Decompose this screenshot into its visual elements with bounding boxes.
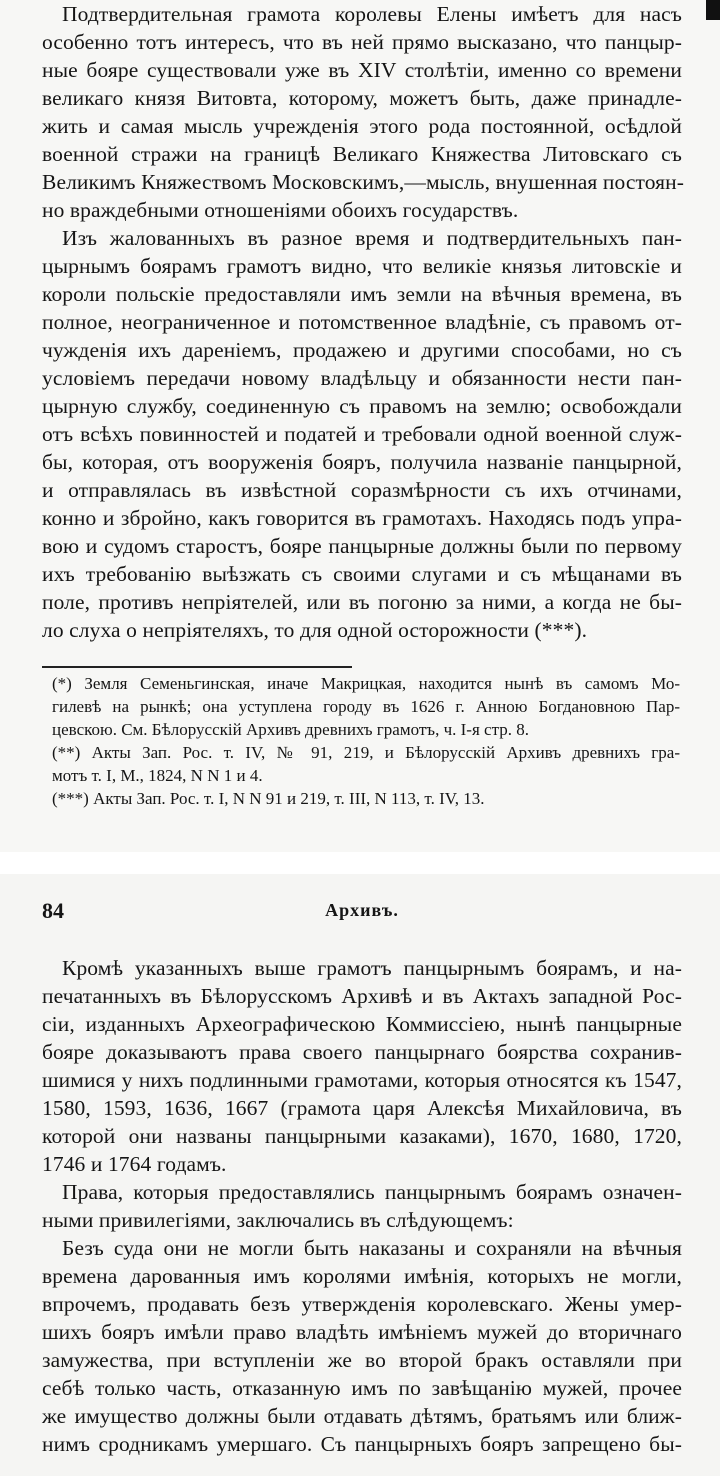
text-line: сіи, изданныхъ Археографическою Коммиссіею, нынѣ панцырные <box>42 1012 682 1036</box>
page-gap <box>0 852 720 874</box>
scan-edge-mark <box>706 0 720 20</box>
text-line: конно и збройно, какъ говорится въ грамотахъ. Находясь подъ упра- <box>42 506 682 530</box>
text-line: цырную службу, соединенную съ правомъ на землю; освобождали <box>42 394 682 418</box>
text-line: которой они названы панцырными казаками), 1670, 1680, 1720, <box>42 1124 682 1148</box>
text-line: Великимъ Княжествомъ Московскимъ,—мысль, внушенная постоян- <box>42 170 685 194</box>
text-line: 1580, 1593, 1636, 1667 (грамота царя Алексѣя Михайловича, въ <box>42 1096 682 1120</box>
text-line: замужества, при вступленіи же во второй бракъ оставляли при <box>42 1348 682 1372</box>
footnote-line: (***) Акты Зап. Рос. т. I, N N 91 и 219, т. III, N 113, т. IV, 13. <box>52 789 485 808</box>
text-line: бы, которая, отъ вооруженія бояръ, получила названіе панцырной, <box>42 450 682 474</box>
text-line: но враждебными отношеніями обоихъ государствъ. <box>42 198 519 222</box>
text-line: 1746 и 1764 годамъ. <box>42 1152 227 1176</box>
footnote-line: гилевѣ на рынкѣ; она уступлена городу въ 1626 г. Анною Богдановною Пар- <box>52 697 680 716</box>
text-line: ные бояре существовали уже въ XIV столѣтіи, именно со времени <box>42 58 682 82</box>
text-line: условіемъ передачи новому владѣльцу и обязанности нести пан- <box>42 366 682 390</box>
text-line: времена дарованныя имъ королями имѣнія, которыхъ не могли, <box>42 1264 682 1288</box>
footnote-line: (*) Земля Семеньгинская, иначе Макрицкая, находится нынѣ въ самомъ Мо- <box>52 674 680 693</box>
text-line: Права, которыя предоставлялись панцырнымъ боярамъ означен- <box>62 1180 682 1204</box>
text-line: Безъ суда они не могли быть наказаны и сохраняли на вѣчныя <box>62 1236 682 1260</box>
text-line: шимися у нихъ подлинными грамотами, которыя относятся къ 1547, <box>42 1068 682 1092</box>
footnote-line: (**) Акты Зап. Рос. т. IV, № 91, 219, и Бѣлорусскій Архивъ древнихъ гра- <box>52 743 680 762</box>
upper-main-text <box>42 0 685 644</box>
text-line: ными привилегіями, заключались въ слѣдующемъ: <box>42 1208 514 1232</box>
running-head: Архивъ. <box>325 900 399 920</box>
text-line: нимъ сродникамъ умершаго. Съ панцырныхъ бояръ запрещено бы- <box>42 1432 682 1456</box>
text-line: Подтвердительная грамота королевы Елены имѣетъ для насъ <box>62 2 682 26</box>
text-line: и отправлялась въ извѣстной соразмѣрности съ ихъ отчинами, <box>42 478 682 502</box>
text-line: короли польскіе предоставляли имъ земли на вѣчныя времена, въ <box>42 282 682 306</box>
text-line: полное, неограниченное и потомственное владѣніе, съ правомъ от- <box>42 310 682 334</box>
text-line: поле, противъ непріятелей, или въ погоню за ними, а когда не бы- <box>42 590 682 614</box>
text-line: себѣ только часть, отказанную имъ по завѣщанію мужей, прочее <box>42 1376 682 1400</box>
text-line: Кромѣ указанныхъ выше грамотъ панцырнымъ боярамъ, и на- <box>62 956 682 980</box>
page-header <box>42 898 682 928</box>
footnote-line: мотъ т. I, М., 1824, N N 1 и 4. <box>52 766 263 785</box>
text-line: ло слуха о непріятеляхъ, то для одной осторожности (***). <box>42 618 588 642</box>
footnote-line: цевскою. См. Бѣлорусскій Архивъ древнихъ грамотъ, ч. I-я стр. 8. <box>52 720 529 739</box>
footnotes <box>52 672 680 810</box>
text-line: Изъ жалованныхъ въ разное время и подтвердительныхъ пан- <box>62 226 682 250</box>
text-line: военной стражи на границѣ Великаго Княжества Литовскаго съ <box>42 142 682 166</box>
text-line: цырнымъ боярамъ грамотъ видно, что великіе князья литовскіе и <box>42 254 682 278</box>
text-line: впрочемъ, продавать безъ утвержденія королевскаго. Жены умер- <box>42 1292 682 1316</box>
footnote-separator <box>42 666 352 668</box>
text-line: чужденія ихъ дареніемъ, продажею и другими способами, но съ <box>42 338 682 362</box>
text-line: великаго князя Витовта, которому, можетъ быть, даже принадле- <box>42 86 682 110</box>
text-line: бояре доказываютъ права своего панцырнаго боярства сохранив- <box>42 1040 682 1064</box>
page-number: 84 <box>42 898 64 923</box>
text-line: жить и самая мысль учрежденія этого рода постоянной, осѣдлой <box>42 114 682 138</box>
text-line: же имущество должны были отдавать дѣтямъ, братьямъ или ближ- <box>42 1404 682 1428</box>
text-line: особенно тотъ интересъ, что въ ней прямо высказано, что панцыр- <box>42 30 682 54</box>
text-line: отъ всѣхъ повинностей и податей и требовали одной военной служ- <box>42 422 682 446</box>
text-line: вою и судомъ старостъ, бояре панцырные должны были по первому <box>42 534 682 558</box>
text-line: ихъ требованію выѣзжать съ своими слугами и съ мѣщанами въ <box>42 562 682 586</box>
text-line: печатанныхъ въ Бѣлорусскомъ Архивѣ и въ Актахъ западной Рос- <box>42 984 682 1008</box>
lower-main-text <box>42 954 682 1458</box>
text-line: шихъ бояръ имѣли право владѣть имѣніемъ мужей до вторичнаго <box>42 1320 682 1344</box>
